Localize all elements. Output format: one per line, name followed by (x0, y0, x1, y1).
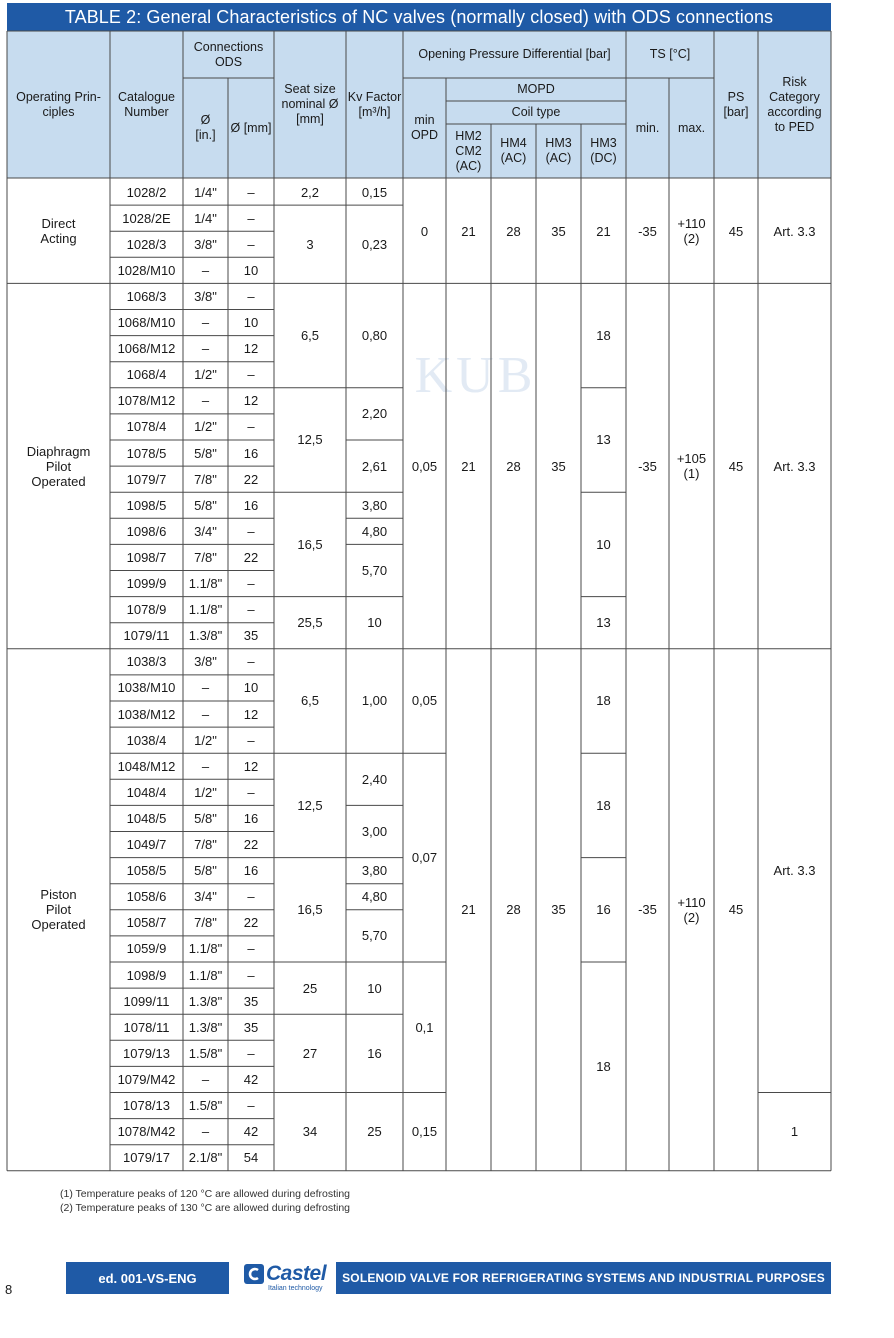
cell-catalogue: 1058/6 (126, 889, 167, 905)
cell-dia-mm: – (247, 419, 255, 435)
header-ps: PS [bar] (723, 89, 749, 119)
cell-seat: 16,5 (297, 536, 323, 552)
cell-coil-4: 18 (596, 693, 611, 709)
cell-risk: Art. 3.3 (773, 223, 816, 239)
header-connections-ods: Connections ODS (193, 39, 264, 69)
cell-catalogue: 1098/9 (126, 967, 167, 983)
cell-dia-in: 7/8" (194, 471, 217, 487)
product-line-label: SOLENOID VALVE FOR REFRIGERATING SYSTEMS AND INDUSTRIAL PURPOSES (336, 1262, 831, 1294)
cell-dia-in: 5/8" (194, 445, 217, 461)
cell-catalogue: 1078/13 (123, 1098, 170, 1114)
cell-kv: 25 (367, 1124, 382, 1140)
cell-principle: Direct Acting (40, 216, 77, 247)
cell-coil-2: 28 (506, 223, 521, 239)
cell-kv: 16 (367, 1045, 382, 1061)
footnotes (60, 1187, 350, 1215)
cell-catalogue: 1078/4 (126, 419, 167, 435)
cell-dia-mm: 10 (243, 315, 259, 331)
cell-kv: 10 (367, 980, 382, 996)
header-coil-type: Coil type (511, 105, 561, 119)
cell-catalogue: 1038/3 (126, 654, 167, 670)
cell-catalogue: 1078/11 (123, 1019, 170, 1035)
header-opening-pressure: Opening Pressure Differential [bar] (418, 47, 611, 61)
cell-dia-mm: 22 (243, 837, 259, 853)
cell-principle: Piston Pilot Operated (31, 887, 86, 933)
cell-ts-max: +105 (1) (676, 451, 707, 482)
cell-kv: 2,20 (361, 406, 388, 422)
logo-wordmark: Castel (266, 1262, 327, 1285)
cell-dia-in: 1.5/8" (188, 1045, 223, 1061)
cell-dia-mm: – (247, 288, 255, 304)
cell-ts-min: -35 (638, 902, 657, 918)
cell-catalogue: 1028/2E (122, 210, 171, 226)
cell-seat: 27 (302, 1045, 318, 1061)
cell-kv: 2,61 (361, 458, 388, 474)
header-seat-size: Seat size nominal Ø [mm] (281, 82, 339, 126)
cell-min-opd: 0,07 (411, 850, 438, 866)
header-coil-hm3-ac: HM3 (AC) (545, 136, 572, 165)
cell-dia-in: 1.3/8" (188, 1019, 223, 1035)
cell-dia-mm: 22 (243, 549, 259, 565)
header-mopd: MOPD (517, 82, 555, 96)
cell-dia-in: – (201, 393, 210, 409)
cell-kv: 4,80 (361, 889, 388, 905)
cell-coil-4: 18 (596, 328, 611, 344)
cell-ps: 45 (728, 458, 744, 474)
cell-dia-in: 1.1/8" (188, 967, 223, 983)
cell-catalogue: 1068/4 (126, 367, 167, 383)
cell-dia-mm: 16 (243, 863, 259, 879)
cell-dia-mm: – (247, 1045, 255, 1061)
cell-dia-mm: – (247, 576, 255, 592)
cell-dia-mm: 12 (243, 706, 259, 722)
cell-dia-mm: 12 (243, 393, 259, 409)
cell-ts-max: +110 (2) (677, 216, 706, 247)
cell-kv: 1,00 (361, 693, 388, 709)
header-diameter-inches: Ø [in.] (195, 113, 216, 142)
cell-dia-in: – (201, 315, 210, 331)
cell-dia-in: 7/8" (194, 549, 217, 565)
cell-dia-in: 5/8" (194, 863, 217, 879)
cell-dia-in: 3/8" (194, 236, 217, 252)
header-coil-hm3-dc: HM3 (DC) (590, 136, 617, 165)
cell-catalogue: 1048/M12 (117, 758, 176, 774)
cell-dia-mm: 54 (243, 1150, 259, 1166)
cell-dia-mm: – (247, 654, 255, 670)
cell-catalogue: 1079/11 (123, 628, 170, 644)
cell-kv: 0,80 (361, 328, 388, 344)
cell-risk: 1 (790, 1124, 799, 1140)
header-coil-hm2-cm2-ac: HM2 CM2 (AC) (455, 128, 482, 173)
cell-catalogue: 1079/7 (126, 471, 167, 487)
cell-dia-in: 1.5/8" (188, 1098, 223, 1114)
cell-dia-in: 3/4" (194, 523, 217, 539)
cell-dia-mm: 12 (243, 758, 259, 774)
header-catalogue-number: Catalogue Number (118, 89, 175, 119)
table-title: TABLE 2: General Characteristics of NC valves (normally closed) with ODS connections (7, 3, 831, 31)
cell-seat: 6,5 (300, 693, 320, 709)
cell-dia-in: 1/2" (194, 367, 217, 383)
header-coil-hm4-ac: HM4 (AC) (500, 136, 527, 165)
footnote-2: (2) Temperature peaks of 130 °C are allowed during defrosting (60, 1202, 351, 1214)
cell-dia-mm: 16 (243, 810, 259, 826)
cell-catalogue: 1058/7 (126, 915, 167, 931)
header-diameter-mm: Ø [mm] (230, 120, 272, 135)
cell-dia-mm: 42 (243, 1124, 259, 1140)
cell-coil-4: 13 (596, 615, 611, 631)
cell-dia-mm: – (247, 184, 255, 200)
cell-dia-mm: – (247, 784, 255, 800)
cell-seat: 3 (306, 236, 314, 252)
cell-ts-min: -35 (638, 458, 657, 474)
cell-catalogue: 1028/M10 (117, 262, 176, 278)
cell-seat: 12,5 (297, 432, 323, 448)
cell-catalogue: 1099/11 (123, 993, 170, 1009)
cell-coil-3: 35 (551, 902, 566, 918)
cell-ts-max: +110 (2) (677, 894, 706, 925)
cell-dia-in: – (201, 706, 210, 722)
cell-dia-in: 1.3/8" (188, 993, 223, 1009)
cell-dia-in: 1.1/8" (188, 941, 223, 957)
cell-dia-in: – (201, 1124, 210, 1140)
cell-coil-4: 18 (596, 1058, 611, 1074)
cell-dia-mm: – (247, 732, 255, 748)
cell-catalogue: 1048/5 (126, 810, 167, 826)
edition-label: ed. 001-VS-ENG (66, 1262, 229, 1294)
cell-dia-mm: 22 (243, 471, 259, 487)
cell-catalogue: 1078/5 (126, 445, 167, 461)
cell-dia-in: – (201, 341, 210, 357)
cell-kv: 10 (367, 615, 382, 631)
header-ts: TS [°C] (649, 47, 691, 61)
cell-dia-in: 1.3/8" (188, 628, 223, 644)
cell-kv: 2,40 (361, 771, 388, 787)
castel-logo (244, 1262, 327, 1296)
cell-min-opd: 0 (420, 223, 429, 239)
header-min-opd: min OPD (410, 113, 439, 142)
cell-coil-4: 21 (596, 223, 611, 239)
cell-kv: 0,23 (361, 236, 388, 252)
cell-seat: 34 (302, 1124, 318, 1140)
footnote-1: (1) Temperature peaks of 120 °C are allowed during defrosting (60, 1188, 351, 1200)
cell-seat: 12,5 (297, 797, 323, 813)
cell-catalogue: 1058/5 (126, 863, 167, 879)
cell-dia-in: – (201, 262, 210, 278)
cell-catalogue: 1038/M10 (117, 680, 176, 696)
cell-dia-in: 3/8" (194, 288, 217, 304)
header-ts-max: max. (677, 120, 706, 135)
cell-kv: 3,00 (361, 823, 388, 839)
cell-coil-4: 16 (596, 902, 611, 918)
watermark: KUB (414, 347, 537, 404)
cell-catalogue: 1078/M12 (117, 393, 176, 409)
header-risk-category: Risk Category according to PED (767, 74, 822, 134)
cell-catalogue: 1038/4 (126, 732, 167, 748)
cell-min-opd: 0,05 (411, 458, 438, 474)
cell-dia-mm: – (247, 1098, 255, 1114)
cell-coil-1: 21 (461, 902, 476, 918)
cell-catalogue: 1068/3 (126, 288, 167, 304)
cell-coil-3: 35 (551, 458, 566, 474)
cell-dia-in: 1/2" (194, 419, 217, 435)
cell-catalogue: 1079/M42 (117, 1071, 176, 1087)
cell-catalogue: 1078/9 (126, 602, 167, 618)
header-ts-min: min. (635, 120, 660, 135)
cell-dia-mm: – (247, 210, 255, 226)
cell-risk: Art. 3.3 (773, 863, 816, 879)
cell-dia-mm: 16 (243, 445, 259, 461)
cell-dia-in: 1/4" (194, 184, 217, 200)
cell-catalogue: 1079/13 (123, 1045, 170, 1061)
cell-dia-in: 1.1/8" (188, 602, 223, 618)
cell-dia-in: 7/8" (194, 837, 217, 853)
cell-kv: 0,15 (361, 184, 388, 200)
page-number: 8 (5, 1282, 13, 1297)
cell-dia-mm: 35 (243, 628, 259, 644)
cell-min-opd: 0,1 (415, 1019, 434, 1035)
cell-kv: 3,80 (361, 863, 388, 879)
cell-dia-in: 2.1/8" (188, 1150, 223, 1166)
cell-min-opd: 0,15 (411, 1124, 438, 1140)
cell-seat: 16,5 (297, 902, 323, 918)
cell-catalogue: 1078/M42 (117, 1124, 176, 1140)
cell-coil-4: 13 (596, 432, 611, 448)
cell-dia-in: 5/8" (194, 497, 217, 513)
cell-dia-mm: – (247, 236, 255, 252)
cell-catalogue: 1098/6 (126, 523, 167, 539)
cell-dia-mm: – (247, 967, 255, 983)
cell-dia-mm: – (247, 367, 255, 383)
castel-logo-icon (244, 1264, 264, 1284)
cell-dia-in: 7/8" (194, 915, 217, 931)
cell-min-opd: 0,05 (411, 693, 438, 709)
cell-dia-in: – (201, 758, 210, 774)
cell-catalogue: 1098/5 (126, 497, 167, 513)
cell-coil-2: 28 (506, 902, 521, 918)
header-kv-factor: Kv Factor [m³/h] (347, 89, 402, 119)
cell-catalogue: 1068/M10 (117, 315, 176, 331)
cell-kv: 5,70 (361, 928, 388, 944)
cell-dia-in: 1/2" (194, 784, 217, 800)
cell-kv: 5,70 (361, 562, 388, 578)
cell-dia-mm: 35 (243, 1019, 259, 1035)
cell-dia-mm: – (247, 602, 255, 618)
cell-dia-mm: – (247, 889, 255, 905)
cell-coil-4: 10 (596, 536, 611, 552)
cell-dia-mm: 16 (243, 497, 259, 513)
cell-catalogue: 1068/M12 (117, 341, 176, 357)
cell-dia-in: 1.1/8" (188, 576, 223, 592)
cell-dia-mm: – (247, 941, 255, 957)
cell-kv: 3,80 (361, 497, 388, 513)
cell-coil-3: 35 (551, 223, 566, 239)
cell-dia-mm: 22 (243, 915, 259, 931)
cell-dia-in: 5/8" (194, 810, 217, 826)
cell-dia-in: 3/4" (194, 889, 217, 905)
cell-dia-in: 1/4" (194, 210, 217, 226)
cell-catalogue: 1028/2 (126, 184, 167, 200)
cell-seat: 25 (302, 980, 318, 996)
cell-coil-1: 21 (461, 458, 476, 474)
cell-coil-2: 28 (506, 458, 521, 474)
cell-seat: 2,2 (300, 184, 320, 200)
cell-catalogue: 1099/9 (126, 576, 167, 592)
cell-coil-4: 18 (596, 797, 611, 813)
cell-dia-in: 1/2" (194, 732, 217, 748)
cell-dia-mm: 10 (243, 680, 259, 696)
cell-seat: 6,5 (300, 328, 320, 344)
cell-catalogue: 1049/7 (126, 837, 167, 853)
cell-catalogue: 1028/3 (126, 236, 167, 252)
cell-ps: 45 (728, 902, 744, 918)
cell-catalogue: 1038/M12 (117, 706, 176, 722)
cell-dia-mm: – (247, 523, 255, 539)
cell-dia-mm: 42 (243, 1071, 259, 1087)
cell-kv: 4,80 (361, 523, 388, 539)
cell-ps: 45 (728, 223, 744, 239)
cell-dia-mm: 12 (243, 341, 259, 357)
cell-catalogue: 1098/7 (126, 549, 167, 565)
cell-principle: Diaphragm Pilot Operated (26, 443, 91, 489)
cell-dia-in: 3/8" (194, 654, 217, 670)
cell-seat: 25,5 (297, 615, 323, 631)
cell-catalogue: 1079/17 (123, 1150, 170, 1166)
cell-ts-min: -35 (638, 223, 657, 239)
cell-dia-in: – (201, 680, 210, 696)
cell-dia-mm: 35 (243, 993, 259, 1009)
header-operating-principles: Operating Prin- ciples (16, 89, 101, 119)
cell-coil-1: 21 (461, 223, 476, 239)
cell-catalogue: 1048/4 (126, 784, 167, 800)
cell-catalogue: 1059/9 (126, 941, 167, 957)
cell-dia-mm: 10 (243, 262, 259, 278)
logo-tagline: Italian technology (268, 1285, 323, 1292)
cell-dia-in: – (201, 1071, 210, 1087)
cell-risk: Art. 3.3 (773, 458, 816, 474)
